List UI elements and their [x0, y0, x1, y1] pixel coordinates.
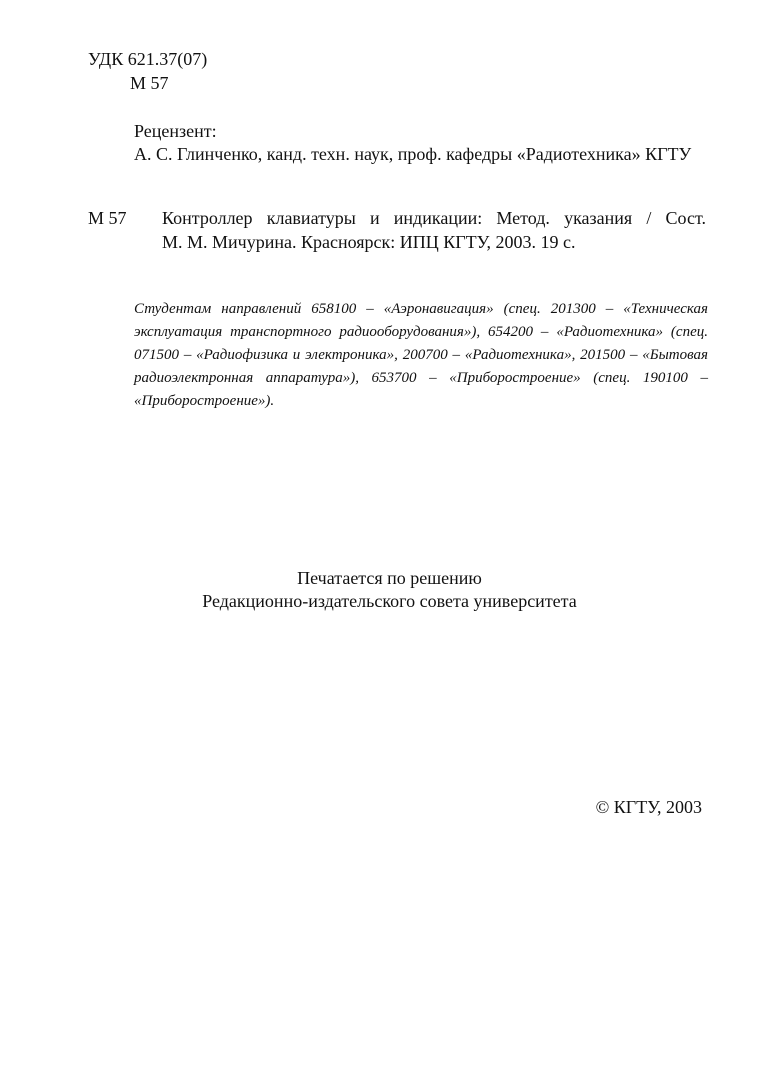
bibliographic-description	[162, 206, 706, 254]
publication-decision-line-1: Печатается по решению	[297, 568, 482, 588]
udc-classification: УДК 621.37(07)	[88, 49, 208, 69]
bibliographic-line-2: М. М. Мичурина. Красноярск: ИПЦ КГТУ, 2003. 19 с.	[162, 232, 576, 252]
bibliographic-line-1: Контроллер клавиатуры и индикации: Метод. указания / Сост.	[162, 208, 706, 228]
publication-decision-line-2: Редакционно-издательского совета университета	[202, 591, 577, 611]
target-audience-note: Студентам направлений 658100 – «Аэронавигация» (спец. 201300 – «Техническая эксплуатация транспортного радиооборудования»), 654200 – «Радиотехника» (спец. 071500 – «Радиофизика и электроника», 200700 – «Радиотехника», 201500 – «Бытовая радиоэлектронная аппаратура»), 653700 – «Приборостроение» (спец. 190100 – «Приборостроение»).	[134, 301, 708, 409]
reviewer-label: Рецензент:	[134, 121, 217, 141]
bibliographic-code: М 57	[88, 208, 127, 228]
reviewer-name: А. С. Глинченко, канд. техн. наук, проф. кафедры «Радиотехника» КГТУ	[134, 144, 692, 164]
copyright-notice: © КГТУ, 2003	[595, 797, 702, 817]
author-mark: М 57	[130, 73, 169, 93]
